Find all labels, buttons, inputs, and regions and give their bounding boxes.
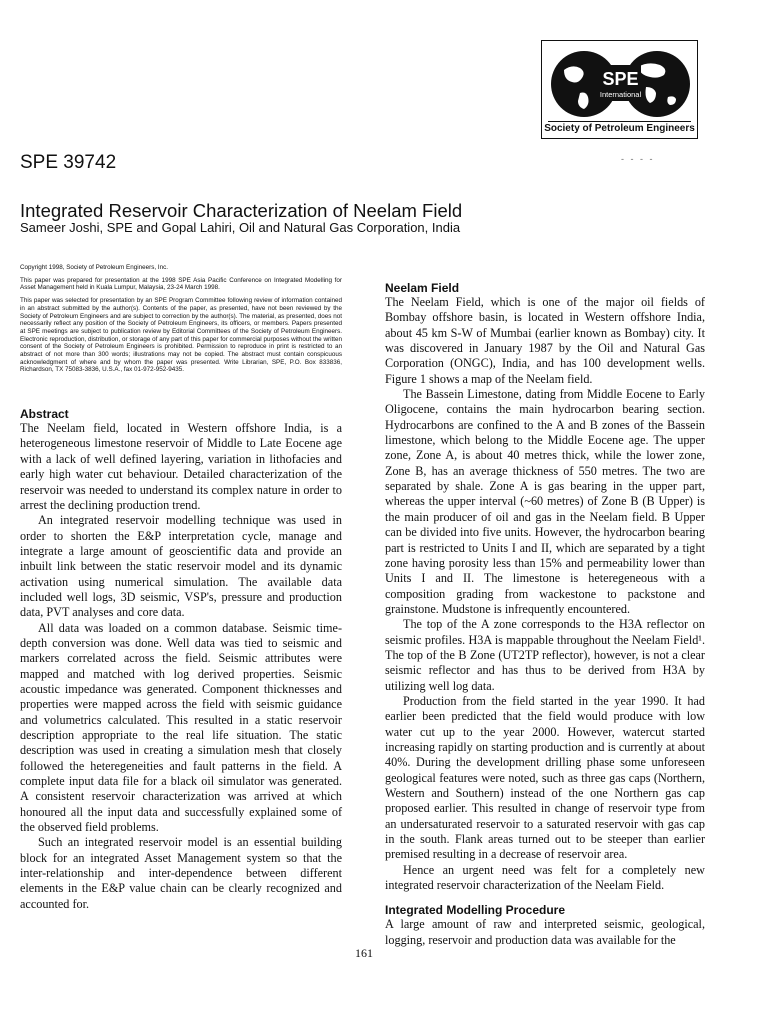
logo-divider xyxy=(548,121,691,122)
logo-subtitle: International xyxy=(599,90,642,99)
page-number: 161 xyxy=(355,946,373,960)
body-paragraph: The Bassein Limestone, dating from Middle Eocene to Early Oligocene, contains the main hydrocarbon bearing section. Hydrocarbons are confined to the A and B zones of the Bassein limestone, which belong to the Middle Eocene age. The upper zone, Zone A, is about 40 metres thick, while the lower zone, Zone B, has an average thickness of 550 metres. The two are separated by shale. Zone A is gas bearing in the upper part, whereas the upper interval (~60 metres) of Zone B (B Upper) is the main producer of oil and gas in the Neelam field. B Upper can be divided into five units. However, the hydrocarbon bearing part is restricted to Units I and II, which are separated by a tight zone having porosity less than 15% and permeability lower than Units I and II. The limestone is heteregeneous with a composition grading from wackestone to packstone and grainstone. Mudstone is infrequently encountered. xyxy=(385,387,705,616)
abstract-paragraph: The Neelam field, located in Western offshore India, is a heterogeneous limestone reservoir of Middle to Late Eocene age with a lack of well defined layering, variation in lithofacies and early high water cut behaviour. Detailed characterization of the reservoir was needed to understand its complex nature in order to arrest the declining production trend. xyxy=(20,421,342,512)
body-paragraph: A large amount of raw and interpreted seismic, geological, logging, reservoir and production data was available for the xyxy=(385,917,705,947)
logo-caption: Society of Petroleum Engineers xyxy=(544,123,695,134)
left-column xyxy=(20,264,342,912)
abstract-paragraph: An integrated reservoir modelling technique was used in order to shorten the E&P interpretation cycle, manage and integrate a large amount of geoscientific data and provide an inbuilt link between the static reservoir model and its dynamic activation using numerical simulation. The available data included well logs, 3D seismic, VSP's, pressure and production data, PVT analyses and core data. xyxy=(20,513,342,620)
right-column xyxy=(385,281,705,948)
abstract-paragraph: Such an integrated reservoir model is an essential building block for an integrated Asset Management system so that the inter-relationship and inter-dependence between different elements in the E&P value chain can be clearly recognized and accounted for. xyxy=(20,835,342,911)
abstract-heading: Abstract xyxy=(20,407,69,422)
paper-number: SPE 39742 xyxy=(20,152,117,173)
modelling-heading: Integrated Modelling Procedure xyxy=(385,903,566,918)
abstract-paragraph: All data was loaded on a common database. Seismic time-depth conversion was done. Well data was tied to seismic and markers correlated across the field. Seismic attributes were mapped and matched with log derived properties. Seismic acoustic impedance was generated. Component thicknesses and properties were mapped across the field with seismic guidance and volumetrics calculated. This resulted in a static reservoir description appropriate to the real life situation. The static description was used in creating a simulation mesh that closely followed the heteregeneities and fault patterns in the field. A complete input data file for a black oil simulator was generated. A consistent reservoir characterization was arrived at which honoured all the input data and successfully explained some of the observed field problems. xyxy=(20,620,342,835)
body-paragraph: The top of the A zone corresponds to the H3A reflector on seismic profiles. H3A is mappable throughout the Neelam Field¹. The top of the B Zone (UT2TP reflector), however, is not a clear seismic reflector and has thus to be derived from H3A by utilizing well log data. xyxy=(385,617,705,693)
presentation-notice: This paper was prepared for presentation at the 1998 SPE Asia Pacific Conference on Integrated Modelling for Asset Management held in Kuala Lumpur, Malaysia, 23-24 March 1998. xyxy=(20,276,342,292)
spe-logo xyxy=(541,40,698,139)
globe-logo-icon xyxy=(550,45,691,123)
logo-wordmark: SPE xyxy=(602,69,639,89)
selection-notice: This paper was selected for presentation by an SPE Program Committee following review of information contained in an abstract submitted by the author(s). Contents of the paper, as presented, have not been reviewed by the Society of Petroleum Engineers and are subject to correction by the author(s). The material, as presented, does not necessarily reflect any position of the Society of Petroleum Engineers, its officers, or members. Papers presented at SPE meetings are subject to publication review by Editorial Committees of the Society of Petroleum Engineers. Electronic reproduction, distribution, or storage of any part of this paper for commercial purposes without the written consent of the Society of Petroleum Engineers is prohibited. Permission to reproduce in print is restricted to an abstract of not more than 300 words; illustrations may not be copied. The abstract must contain conspicuous acknowledgment of where and by whom the paper was presented. Write Librarian, SPE, P.O. Box 833836, Richardson, TX 75083-3836, U.S.A., fax 01-972-952-9435. xyxy=(20,297,342,374)
neelam-field-heading: Neelam Field xyxy=(385,281,460,295)
body-paragraph: Hence an urgent need was felt for a completely new integrated reservoir characterization of the Neelam Field. xyxy=(385,862,705,893)
body-paragraph: Production from the field started in the year 1990. It had earlier been predicted that the field would produce with low water cut up to the year 2000. However, watercut started increasing rapidly on starting production and is currently at about 40%. During the development drilling phase some unforeseen geological features were noted, such as three gas caps (Northern, Western and Southern) instead of the one Northern gas cap proposed earlier. This resulted in change of reservoir type from an undersaturated reservoir to a saturated reservoir with gas cap in the south. Flank areas turned out to be steeper than earlier premised resulting in a decrease of reservoir area. xyxy=(385,693,705,862)
body-paragraph: The Neelam Field, which is one of the major oil fields of Bombay offshore basin, is located in Western offshore India, about 45 km S-W of Mumbai (earlier known as Bombay) city. It was discovered in January 1987 by the Oil and Natural Gas Corporation (ONGC), India, and has 100 development wells. Figure 1 shows a map of the Neelam field. xyxy=(385,295,705,386)
paper-authors: Sameer Joshi, SPE and Gopal Lahiri, Oil and Natural Gas Corporation, India xyxy=(20,220,461,235)
paper-title: Integrated Reservoir Characterization of Neelam Field xyxy=(20,200,463,221)
copyright-notice: Copyright 1998, Society of Petroleum Engineers, Inc. xyxy=(20,264,169,271)
corner-mark: - - - - xyxy=(621,154,655,164)
